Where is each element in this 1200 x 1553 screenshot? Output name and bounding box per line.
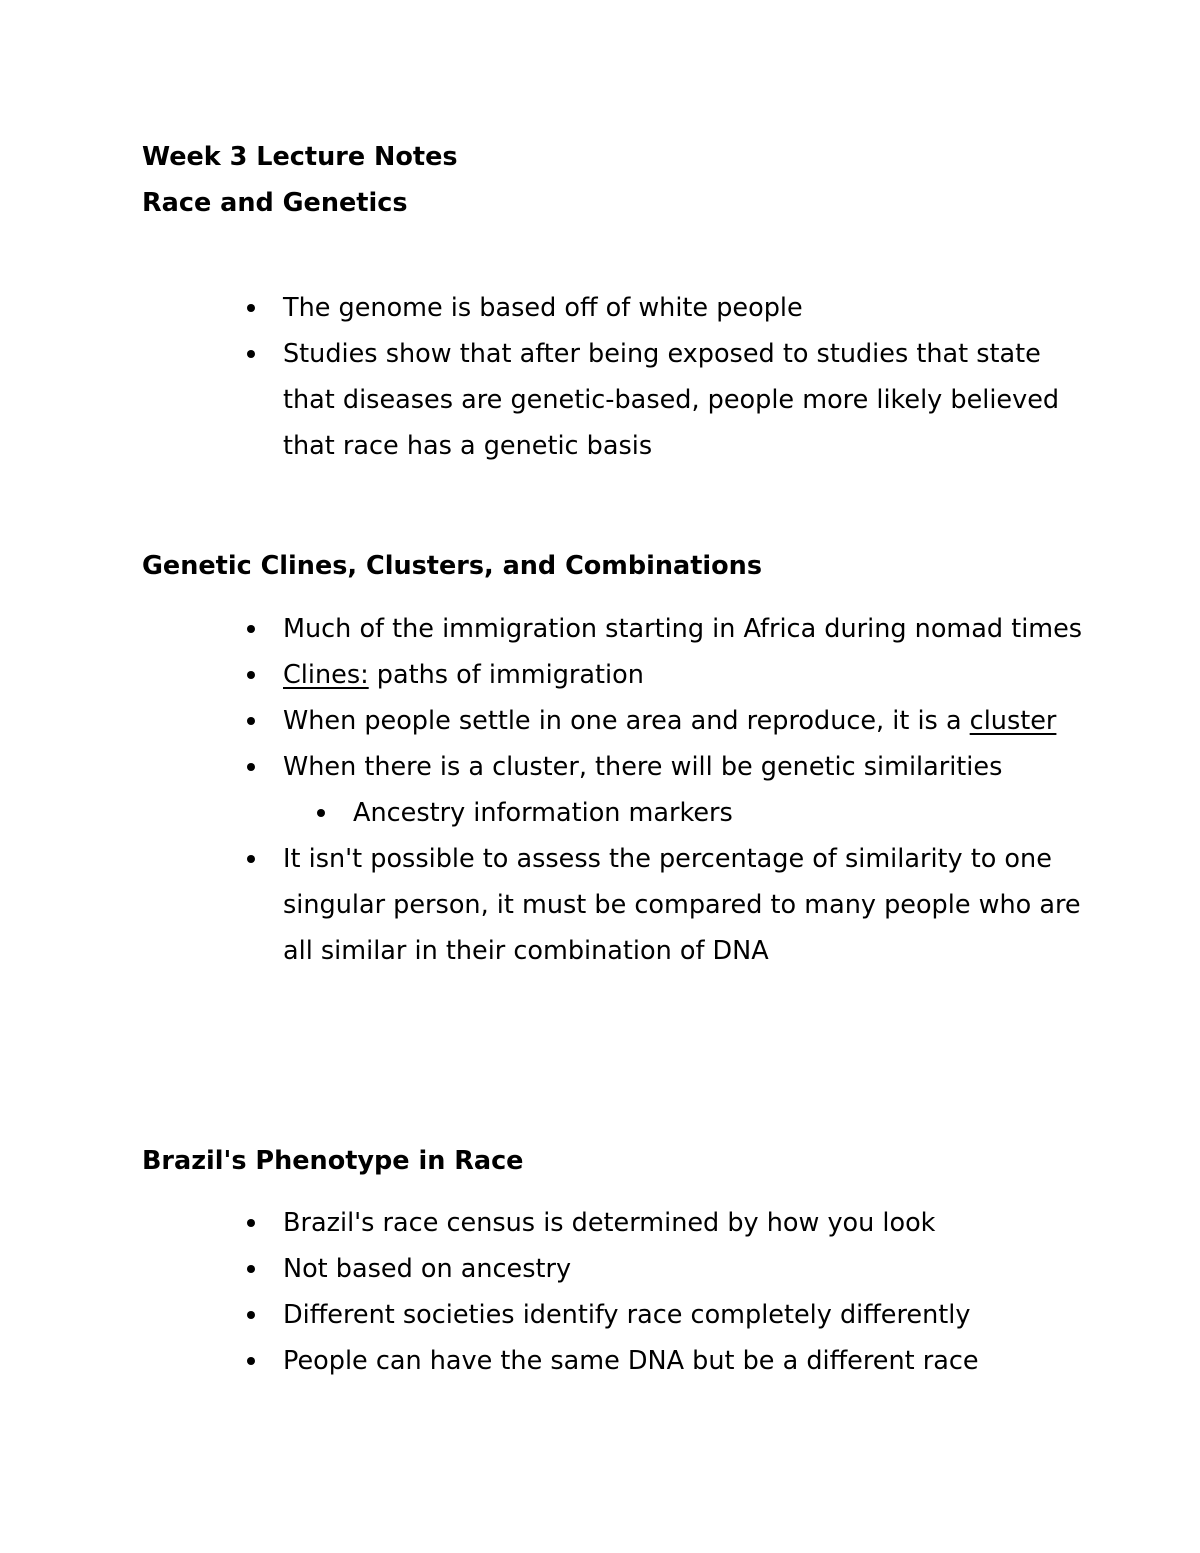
bullet-icon <box>247 671 255 679</box>
section-heading-race-genetics: Race and Genetics <box>142 188 408 218</box>
bullet-icon <box>247 304 255 312</box>
list-item: Studies show that after being exposed to studies that state that diseases are genetic-based, people more likely believed that race has a genetic basis <box>283 331 1083 469</box>
list-item: Much of the immigration starting in Africa during nomad times <box>283 606 1083 652</box>
section-heading-clines-clusters: Genetic Clines, Clusters, and Combinations <box>142 551 763 581</box>
bullet-icon <box>247 763 255 771</box>
list-item: People can have the same DNA but be a different race <box>283 1338 1083 1384</box>
sub-list-item: Ancestry information markers <box>353 790 1083 836</box>
list-item: Brazil's race census is determined by how you look <box>283 1200 1083 1246</box>
list-item: Different societies identify race completely differently <box>283 1292 1083 1338</box>
list-item: Clines: paths of immigration <box>283 652 1083 698</box>
sub-list <box>353 790 1083 836</box>
term-cluster: cluster <box>969 706 1057 736</box>
list-item: When there is a cluster, there will be genetic similarities Ancestry information markers <box>283 744 1083 836</box>
term-clines: Clines: <box>283 660 369 690</box>
clines-clusters-list <box>283 606 1083 974</box>
list-item: It isn't possible to assess the percentage of similarity to one singular person, it must be compared to many people who are all similar in their combination of DNA <box>283 836 1083 974</box>
race-genetics-list <box>283 285 1083 469</box>
list-item: Not based on ancestry <box>283 1246 1083 1292</box>
list-item: When people settle in one area and reproduce, it is a cluster <box>283 698 1083 744</box>
list-item: The genome is based off of white people <box>283 285 1083 331</box>
section-heading-brazil: Brazil's Phenotype in Race <box>142 1146 524 1176</box>
bullet-icon <box>247 350 255 358</box>
bullet-icon <box>247 717 255 725</box>
bullet-icon <box>247 1265 255 1273</box>
bullet-icon <box>247 1357 255 1365</box>
bullet-icon <box>317 809 325 817</box>
brazil-list <box>283 1200 1083 1384</box>
bullet-icon <box>247 855 255 863</box>
bullet-icon <box>247 1311 255 1319</box>
bullet-icon <box>247 625 255 633</box>
document-title: Week 3 Lecture Notes <box>142 142 458 172</box>
bullet-icon <box>247 1219 255 1227</box>
